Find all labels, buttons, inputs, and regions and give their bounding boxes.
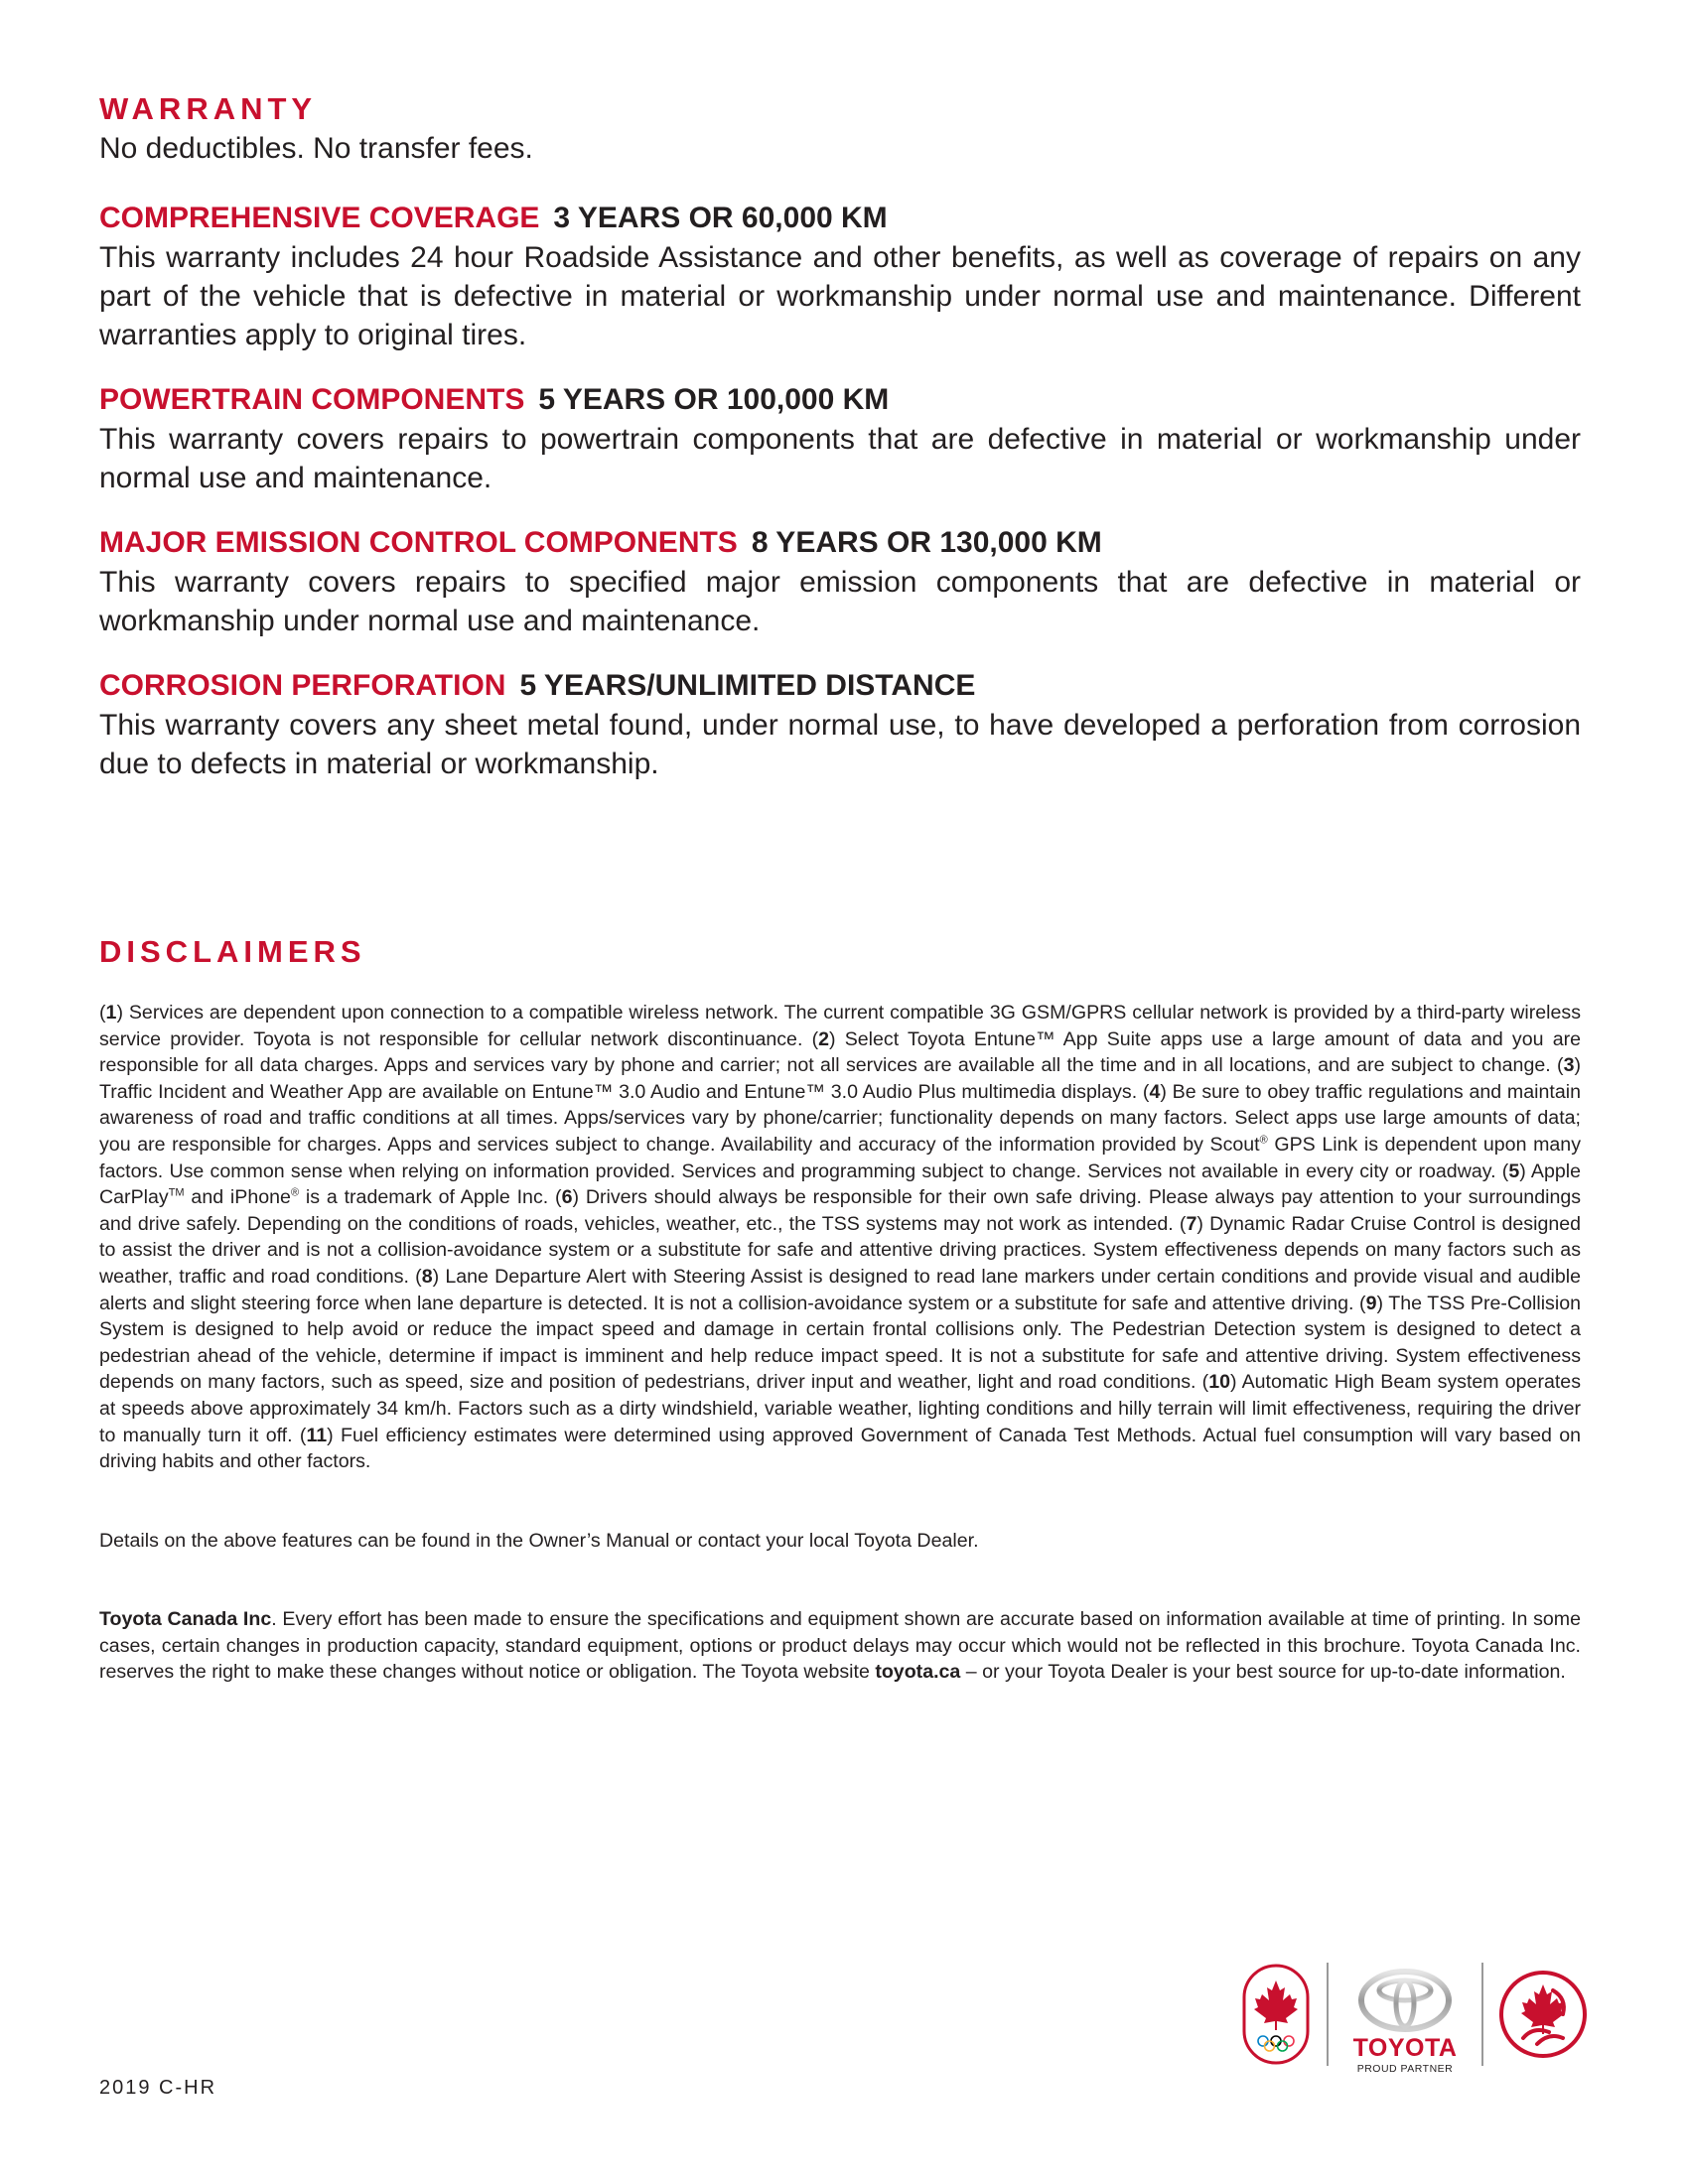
footnote-number: 10 (1208, 1371, 1230, 1394)
footnote-text: Lane Departure Alert with Steering Assist is designed to read lane markers under certain conditions and provide visual and audible alerts and slight steering force when lane departure is detected. It is not a collision-avoidance system or a substitute for safe and attentive driving. (99, 1265, 1581, 1314)
company-notice (99, 1606, 1581, 1686)
footnote-number: 4 (1149, 1080, 1161, 1103)
warranty-title: WARRANTY (99, 91, 318, 126)
coverage-term: 5 YEARS/UNLIMITED DISTANCE (519, 669, 976, 702)
warranty-item-heading (99, 380, 1581, 420)
warranty-item-heading (99, 523, 1581, 563)
coverage-description: This warranty includes 24 hour Roadside Assistance and other benefits, as well as coverage of repairs on any part of the vehicle that is defective in material or workmanship under normal use and maintenance. Different warranties apply to original tires. (99, 241, 1581, 351)
disclaimers-title: DISCLAIMERS (99, 934, 366, 969)
coverage-term: 3 YEARS OR 60,000 KM (553, 202, 888, 234)
company-text-end: – or your Toyota Dealer is your best source for up-to-date information. (960, 1661, 1566, 1684)
proud-partner-label: PROUD PARTNER (1356, 2063, 1454, 2075)
footnote-text: GPS Link is dependent upon many factors. Use common sense when relying on information provided. Services and programming subject to change. Services not available in every city or roadway. (99, 1133, 1581, 1182)
company-text: . Every effort has been made to ensure the specifications and equipment shown are accurate based on information available at time of printing. In some cases, certain changes in production capacity, standard equipment, options or product delays may occur which would not be reflected in this brochure. Toyota Canada Inc. reserves the right to make these changes without notice or obligation. The Toyota website (99, 1608, 1581, 1684)
footnote-number: 6 (561, 1186, 573, 1209)
olympic-team-logo (1241, 1963, 1311, 2066)
footnote-text: Automatic High Beam system operates at speeds above approximately 34 km/h. Factors such as a dirty windshield, variable weather, lighting conditions and hilly terrain will limit effectiveness, requiring the driver to manually turn it off. (99, 1371, 1582, 1446)
warranty-item-heading (99, 666, 1581, 706)
coverage-description: This warranty covers repairs to specified major emission components that are defective in material or workmanship under normal use and maintenance. (99, 566, 1581, 637)
toyota-wordmark: TOYOTA (1352, 2034, 1458, 2062)
coverage-name: MAJOR EMISSION CONTROL COMPONENTS (99, 526, 738, 559)
registered-mark: ® (1259, 1134, 1268, 1147)
company-name: Toyota Canada Inc (99, 1608, 272, 1631)
website-link[interactable]: toyota.ca (875, 1661, 961, 1684)
footnote-number: 7 (1186, 1212, 1197, 1235)
trademark-mark: TM (168, 1186, 185, 1199)
footnote-text: Traffic Incident and Weather App are available on Entune™ 3.0 Audio and Entune™ 3.0 Audio Plus multimedia displays. (99, 1080, 1138, 1103)
partner-logos (1241, 1961, 1589, 2090)
page-content (99, 89, 1581, 1686)
footnote-text: Dynamic Radar Cruise Control is designed to assist the driver and is not a collision-avoidance system or a substitute for safe and attentive driving practices. System effectiveness depends on many factors such as weather, traffic and road conditions. (99, 1212, 1582, 1288)
warranty-item (99, 380, 1581, 497)
coverage-name: POWERTRAIN COMPONENTS (99, 383, 525, 416)
warranty-item (99, 666, 1581, 783)
coverage-term: 8 YEARS OR 130,000 KM (751, 526, 1102, 559)
coverage-name: CORROSION PERFORATION (99, 669, 506, 702)
footnote-number: 5 (1508, 1160, 1520, 1182)
coverage-term: 5 YEARS OR 100,000 KM (538, 383, 890, 416)
footnote-number: 11 (306, 1424, 328, 1446)
footnote-number: 3 (1563, 1054, 1575, 1077)
footnote-text: and iPhone (191, 1186, 291, 1209)
footnote-text: Fuel efficiency estimates were determined using approved Government of Canada Test Methods. Actual fuel consumption will vary based on driving habits and other factors. (99, 1424, 1582, 1473)
logo-divider (1481, 1963, 1483, 2066)
details-note: Details on the above features can be found in the Owner’s Manual or contact your local Toyota Dealer. (99, 1529, 979, 1552)
toyota-emblem-icon (1358, 1969, 1452, 2032)
disclaimer-text: (1) Services are dependent upon connection to a compatible wireless network. The current compatible 3G GSM/GPRS cellular network is provided by a third-party wireless service provider. Toyota is not responsible for cellular network discontinuance. (2) Select Toyota Entune™ App Suite apps use a large amount of data and you are responsible for all data charges. Apps and services vary by phone and carrier; not all services are available all the time and in all locations, and are subject to change. (3) Traffic Incident and Weather App are available on Entune™ 3.0 Audio and Entune™ 3.0 Audio Plus multimedia displays. (4) Be sure to obey traffic regulations and maintain awareness of road and traffic conditions at all times. Apps/services vary by phone/carrier; functionality depends on many factors. Select apps use large amounts of data; you are responsible for charges. Apps and services subject to change. Availability and accuracy of the information provided by Scout® GPS Link is dependent upon many factors. Use common sense when relying on information provided. Services and programming subject to change. Services not available in every city or roadway. (5) Apple CarPlay™ and iPhone® is a trademark of Apple Inc. (6) Drivers should always be responsible for their own safe driving. Please always pay attention to your surroundings and drive safely. Depending on the conditions of roads, vehicles, weather, etc., the TSS systems may not work as intended. (7) Dynamic Radar Cruise Control is designed to assist the driver and is not a collision-avoidance system or a substitute for safe and attentive driving practices. System effectiveness depends on many factors such as weather, traffic and road conditions. (8) Lane Departure Alert with Steering Assist is designed to read lane markers under certain conditions and provide visual and audible alerts and slight steering force when lane departure is detected. It is not a collision-avoidance system or a substitute for safe and attentive driving. (9) The TSS Pre-Collision System is designed to help avoid or reduce the impact speed and damage in certain frontal collisions only. The Pedestrian Detection system is designed to detect a pedestrian ahead of the vehicle, determine if impact is imminent and help reduce impact speed. It is not a substitute for safe and attentive driving. System effectiveness depends on many factors, such as speed, size and position of pedestrians, driver input and weather, light and road conditions. (10) Automatic High Beam system operates at speeds above approximately 34 km/h. Factors such as a dirty windshield, variable weather, lighting conditions and hilly terrain will limit effectiveness, requiring the driver to manually turn it off. (11) Fuel efficiency estimates were determined using approved Government of Canada Test Methods. Actual fuel consumption will vary based on driving habits and other factors. (99, 1002, 1582, 1473)
footnote-text: Drivers should always be responsible for their own safe driving. Please always pay attention to your surroundings and drive safely. Depending on the conditions of roads, vehicles, weather, etc., the TSS systems may not work as intended. (99, 1186, 1582, 1235)
warranty-subtitle: No deductibles. No transfer fees. (99, 132, 533, 165)
footnote-number: 9 (1365, 1292, 1377, 1314)
coverage-description: This warranty covers any sheet metal found, under normal use, to have developed a perforation from corrosion due to defects in material or workmanship. (99, 709, 1581, 780)
footnote-text: Services are dependent upon connection to a compatible wireless network. The current compatible 3G GSM/GPRS cellular network is provided by a third-party wireless service provider. Toyota is not responsible for cellular network discontinuance. (99, 1002, 1582, 1050)
footnote-text: Select Toyota Entune™ App Suite apps use a large amount of data and you are responsible for all data charges. Apps and services vary by phone and carrier; not all services are available all the time and in all locations, and are subject to change. (99, 1027, 1582, 1077)
registered-mark: ® (290, 1186, 300, 1199)
coverage-name: COMPREHENSIVE COVERAGE (99, 202, 540, 234)
footnote-number: 1 (105, 1002, 117, 1024)
footnote-text: Be sure to obey traffic regulations and maintain awareness of road and traffic conditions at all times. Apps/services vary by phone/carrier; functionality depends on many factors. Select apps use large amounts of data; you are responsible for charges. Apps and services subject to change. Availability and accuracy of the information provided by Scout (99, 1080, 1581, 1156)
warranty-item (99, 199, 1581, 354)
coverage-description: This warranty covers repairs to powertrain components that are defective in material or workmanship under normal use and maintenance. (99, 423, 1581, 494)
model-name: 2019 C-HR (99, 2077, 217, 2099)
warranty-item (99, 523, 1581, 640)
paralympic-team-logo (1497, 1969, 1589, 2060)
footnote-number: 2 (818, 1027, 830, 1050)
footnote-number: 8 (421, 1265, 433, 1288)
footnote-text: Apple CarPlay (99, 1160, 1582, 1209)
logo-divider (1327, 1963, 1329, 2066)
footnote-text: The TSS Pre-Collision System is designed to help avoid or reduce the impact speed and damage in certain frontal collisions only. The Pedestrian Detection system is designed to detect a pedestrian ahead of the vehicle, determine if impact is imminent and help reduce impact speed. It is not a substitute for safe and attentive driving. System effectiveness depends on many factors, such as speed, size and position of pedestrians, driver input and weather, light and road conditions. (99, 1292, 1581, 1394)
footnote-text: is a trademark of Apple Inc. (305, 1186, 549, 1209)
warranty-item-heading (99, 199, 1581, 238)
